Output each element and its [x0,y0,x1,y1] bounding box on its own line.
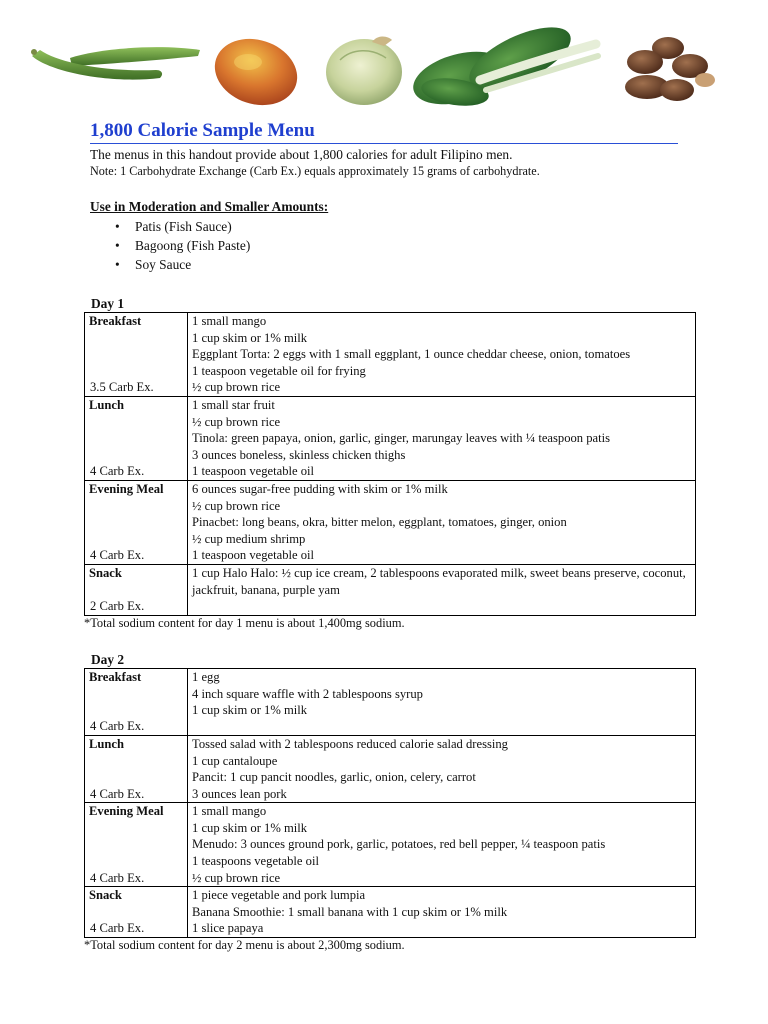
meal-items [188,480,696,564]
food-item: 3 ounces lean pork [192,786,287,801]
food-item: 3 ounces boneless, skinless chicken thighs [192,447,406,462]
carb-exchange: 4 Carb Ex. [90,786,145,801]
food-item: Eggplant Torta: 2 eggs with 1 small eggplant, 1 ounce cheddar cheese, onion, tomatoes [192,347,631,362]
carb-exchange: 2 Carb Ex. [90,599,145,614]
food-item: 1 small mango [192,314,267,328]
food-item: Pancit: 1 cup pancit noodles, garlic, onion, celery, carrot [192,770,476,785]
moderation-item: • Bagoong (Fish Paste) [135,236,696,255]
meal-name: Breakfast [89,314,142,328]
carb-exchange: 3.5 Carb Ex. [90,380,154,395]
carb-exchange: 4 Carb Ex. [90,719,145,734]
carb-exchange: 4 Carb Ex. [90,870,145,885]
food-item: Pinacbet: long beans, okra, bitter melon, eggplant, tomatoes, ginger, onion [192,515,567,530]
meal-name: Lunch [89,397,125,412]
meal-items [188,887,696,938]
page-title: 1,800 Calorie Sample Menu [90,120,678,144]
meal-items [188,396,696,480]
food-item: ½ cup brown rice [192,414,281,429]
day2-sodium-note: *Total sodium content for day 2 menu is about 2,300mg sodium. [84,938,405,953]
table-row [85,735,696,802]
meal-name: Breakfast [89,669,142,684]
food-item: 1 teaspoon vegetable oil [192,548,315,563]
table-row [85,668,696,735]
meal-items [188,735,696,802]
day1-sodium-note: *Total sodium content for day 1 menu is about 1,400mg sodium. [84,615,405,630]
food-item: 1 teaspoon vegetable oil for frying [192,363,366,378]
meal-name: Snack [89,888,122,903]
meal-items [188,564,696,615]
meal-name: Evening Meal [89,481,164,496]
food-item: 1 teaspoons vegetable oil [192,854,319,869]
vegetable-banner [0,0,768,118]
table-row [85,396,696,480]
food-item: 1 cup skim or 1% milk [192,330,308,345]
meal-items [188,668,696,735]
table-row [85,313,696,397]
meal-cell [85,313,188,397]
meal-cell [85,735,188,802]
intro-text: The menus in this handout provide about 1,800 calories for adult Filipino men. [90,147,513,162]
moderation-item: • Patis (Fish Sauce) [135,217,696,236]
food-item: 1 cup cantaloupe [192,753,278,768]
moderation-list [90,217,696,274]
food-item: ½ cup brown rice [192,498,281,513]
meal-items [188,803,696,887]
food-item: Tinola: green papaya, onion, garlic, ginger, marungay leaves with ¼ teaspoon patis [192,431,611,446]
meal-cell [85,668,188,735]
meal-cell [85,564,188,615]
carb-exchange: 4 Carb Ex. [90,921,145,936]
food-item: Banana Smoothie: 1 small banana with 1 cup skim or 1% milk [192,904,508,919]
food-item: ½ cup brown rice [192,380,281,395]
meal-cell [85,803,188,887]
food-item: ½ cup brown rice [192,870,281,885]
meal-name: Lunch [89,736,125,751]
carb-exchange: 4 Carb Ex. [90,464,145,479]
food-item: 1 small mango [192,804,267,819]
moderation-item: • Soy Sauce [135,255,696,274]
food-item: 1 slice papaya [192,921,264,936]
meal-name: Evening Meal [89,804,164,819]
food-item: 1 egg [192,669,220,684]
food-item: 1 piece vegetable and pork lumpia [192,888,366,903]
food-item: Tossed salad with 2 tablespoons reduced calorie salad dressing [192,736,508,751]
table-row [85,887,696,938]
meal-cell [85,887,188,938]
day2-menu-table [84,668,696,938]
food-item: 6 ounces sugar-free pudding with skim or 1% milk [192,481,448,496]
day1-menu-table [84,312,696,616]
food-item: 1 teaspoon vegetable oil [192,464,315,479]
meal-name: Snack [89,565,122,580]
food-item: 1 cup skim or 1% milk [192,703,308,718]
document-body [84,120,696,953]
food-item: Menudo: 3 ounces ground pork, garlic, potatoes, red bell pepper, ¼ teaspoon patis [192,837,606,852]
carb-exchange-note: Note: 1 Carbohydrate Exchange (Carb Ex.) equals approximately 15 grams of carbohydrate. [90,164,540,178]
food-item: 1 small star fruit [192,397,275,412]
table-row [85,480,696,564]
food-item: 1 cup skim or 1% milk [192,820,308,835]
food-item: 1 cup Halo Halo: ½ cup ice cream, 2 tablespoons evaporated milk, sweet beans preserve, coconut, jackfruit, banana, purple yam [192,565,686,597]
carb-exchange: 4 Carb Ex. [90,548,145,563]
day1-heading: Day 1 [91,296,125,311]
table-row [85,564,696,615]
meal-cell [85,480,188,564]
table-row [85,803,696,887]
moderation-heading: Use in Moderation and Smaller Amounts: [90,199,329,214]
food-item: 4 inch square waffle with 2 tablespoons syrup [192,686,423,701]
meal-items [188,313,696,397]
food-item: ½ cup medium shrimp [192,531,306,546]
meal-cell [85,396,188,480]
day2-heading: Day 2 [91,651,125,667]
